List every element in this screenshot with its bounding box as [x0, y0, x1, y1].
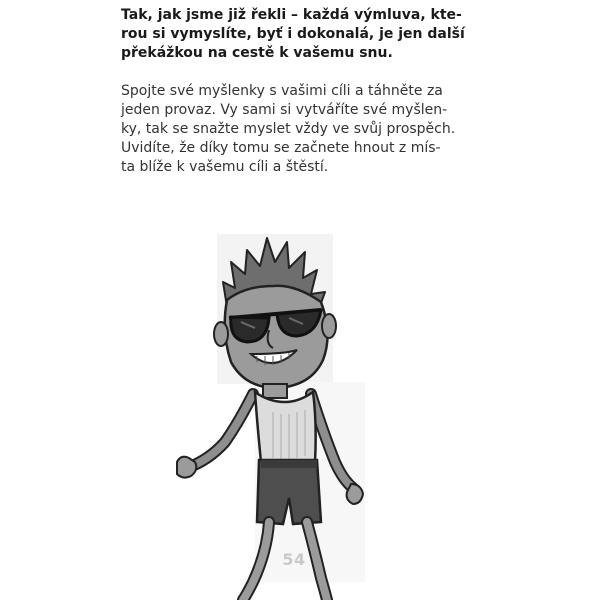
cartoon-man-with-sunglasses-icon: [165, 222, 375, 600]
lead-line: překážkou na cestě k vašemu snu.: [121, 45, 393, 61]
body-line: Uvidíte, že díky tomu se začnete hnout z mís-: [121, 140, 441, 156]
lead-paragraph: [121, 6, 471, 63]
lead-line: Tak, jak jsme již řekli – každá výmluva, kte-: [121, 7, 462, 23]
body-line: ky, tak se snažte myslet vždy ve svůj prospěch.: [121, 121, 456, 137]
lead-line: rou si vymyslíte, byť i dokonalá, je jen další: [121, 26, 465, 42]
body-line: Spojte své myšlenky s vašimi cíli a táhněte za: [121, 83, 443, 99]
body-line: jeden provaz. Vy sami si vytváříte své myšlen-: [121, 102, 448, 118]
body-paragraph: [121, 82, 471, 177]
page-number: 54: [282, 550, 306, 569]
body-line: ta blíže k vašemu cíli a štěstí.: [121, 159, 329, 175]
cartoon-man-illustration: [165, 222, 375, 600]
